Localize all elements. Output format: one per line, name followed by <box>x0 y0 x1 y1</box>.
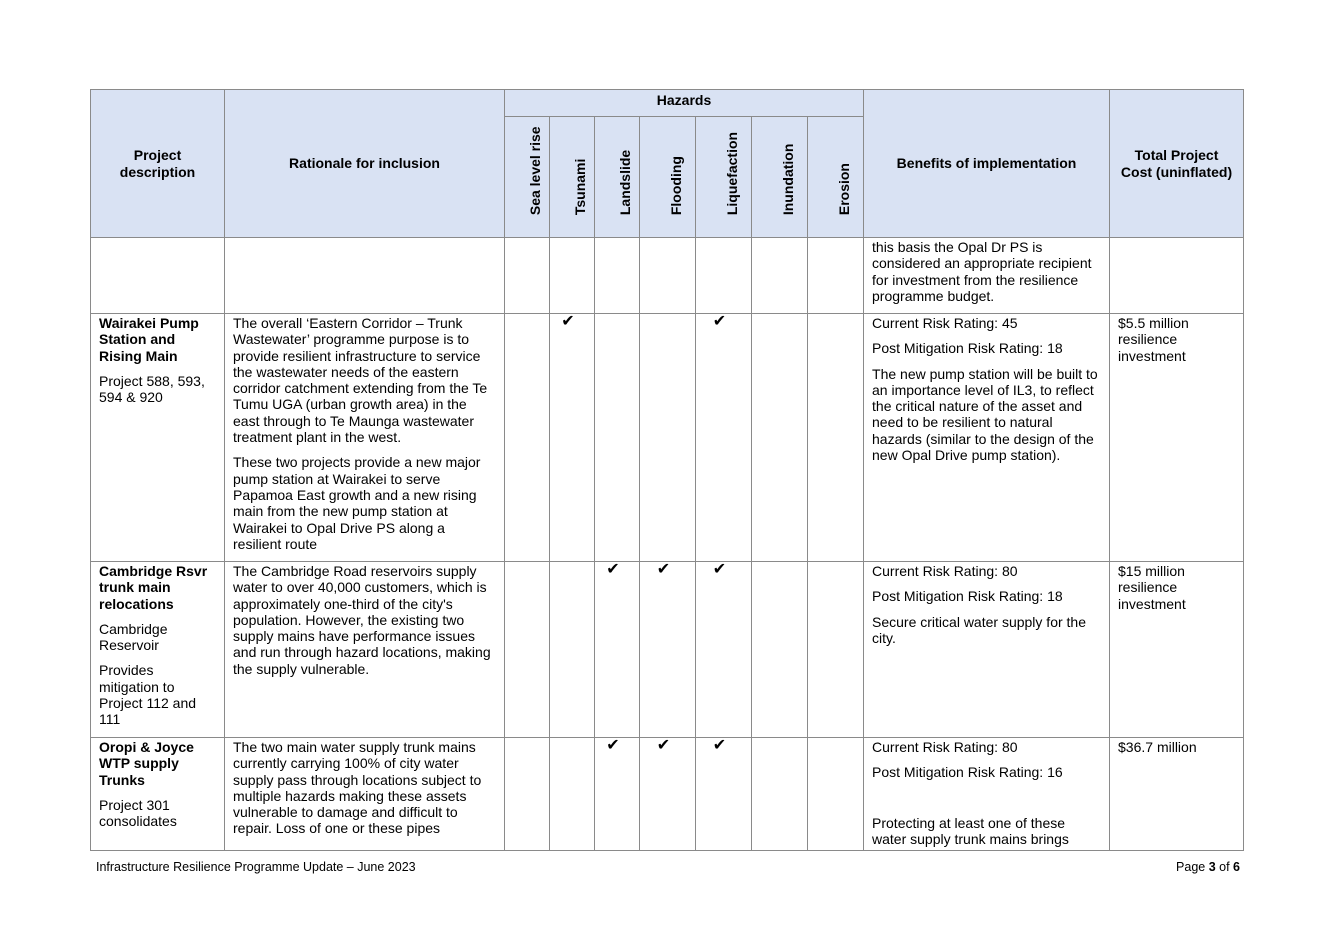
check-mark-icon: ✔ <box>606 737 620 754</box>
cost-value: $5.5 million resilience investment <box>1118 315 1189 364</box>
page-number <box>1176 860 1240 874</box>
hazard-cell <box>752 562 808 738</box>
cell-benefits <box>864 562 1110 738</box>
cost-value: $15 million resilience investment <box>1118 563 1186 612</box>
footer-title: Infrastructure Resilience Programme Update – June 2023 <box>96 860 416 874</box>
table-row <box>91 562 1244 738</box>
check-mark-icon: ✔ <box>712 561 727 578</box>
hazard-cell <box>752 738 808 851</box>
hazard-cell <box>505 314 550 562</box>
header-hazard-tsunami <box>550 117 595 238</box>
cost-value: $36.7 million <box>1118 739 1197 755</box>
check-mark-icon: ✔ <box>606 561 620 578</box>
cell-cost <box>1110 314 1244 562</box>
check-mark-icon: ✔ <box>656 737 671 754</box>
hazard-cell <box>696 562 752 738</box>
header-cost: Total Project Cost (uninflated) <box>1110 90 1244 238</box>
page-prefix: Page <box>1176 860 1209 874</box>
cell-description <box>91 562 225 738</box>
header-benefits: Benefits of implementation <box>864 90 1110 238</box>
hazard-cell <box>752 238 808 314</box>
cell-description <box>91 238 225 314</box>
hazard-cell <box>808 314 864 562</box>
hazard-label: Landslide <box>616 149 633 215</box>
hazard-cell <box>808 238 864 314</box>
header-rationale: Rationale for inclusion <box>225 90 505 238</box>
header-hazard-flooding <box>640 117 696 238</box>
hazard-cell <box>505 562 550 738</box>
cell-benefits-paragraph: Secure critical water supply for the city. <box>872 613 1086 646</box>
cell-benefits-paragraph: Current Risk Rating: 80 <box>872 739 1018 755</box>
resilience-programme-table <box>90 89 1244 851</box>
cell-rationale <box>225 314 505 562</box>
hazard-cell <box>550 562 595 738</box>
hazard-cell <box>505 738 550 851</box>
cell-description-paragraph: Cambridge Rsvr trunk main relocations <box>99 563 208 612</box>
cell-cost <box>1110 738 1244 851</box>
table-row <box>91 314 1244 562</box>
hazard-cell <box>696 238 752 314</box>
cell-benefits <box>864 238 1110 314</box>
cell-rationale <box>225 738 505 851</box>
hazard-cell <box>550 314 595 562</box>
cell-benefits-paragraph: Protecting at least one of these water supply trunk mains brings <box>872 814 1069 847</box>
hazard-cell <box>696 738 752 851</box>
header-hazards: Hazards <box>505 90 864 117</box>
cell-benefits-paragraph: Current Risk Rating: 80 <box>872 563 1018 579</box>
cell-rationale <box>225 562 505 738</box>
cell-description-paragraph: Provides mitigation to Project 112 and 111 <box>99 662 197 728</box>
hazard-cell <box>595 562 640 738</box>
hazard-label: Sea level rise <box>526 126 543 215</box>
check-mark-icon: ✔ <box>712 313 727 330</box>
cell-benefits-paragraph <box>872 790 1101 806</box>
cell-benefits-paragraph: Post Mitigation Risk Rating: 18 <box>872 340 1063 357</box>
hazard-label: Liquefaction <box>723 131 740 215</box>
cell-benefits-paragraph: Post Mitigation Risk Rating: 18 <box>872 588 1063 605</box>
cell-description <box>91 738 225 851</box>
cell-description-paragraph: Project 301 consolidates <box>99 796 177 830</box>
hazard-label: Erosion <box>835 162 852 215</box>
cell-description-paragraph: Oropi & Joyce WTP supply Trunks <box>99 739 194 788</box>
hazard-label: Inundation <box>779 143 796 215</box>
hazard-cell <box>595 738 640 851</box>
hazard-cell <box>505 238 550 314</box>
table-row <box>91 238 1244 314</box>
hazard-cell <box>696 314 752 562</box>
hazard-cell <box>640 314 696 562</box>
check-mark-icon: ✔ <box>712 737 727 754</box>
cell-rationale-paragraph: The overall ‘Eastern Corridor – Trunk Wastewater’ programme purpose is to provide resilient infrastructure to service the wastewater needs of the eastern corridor catchment extending from the Te Tumu UGA (urban growth area) in the east through to Te Maunga wastewater treatment plant in the west. <box>233 315 488 446</box>
hazard-cell <box>550 738 595 851</box>
check-mark-icon: ✔ <box>561 313 575 330</box>
hazard-cell <box>595 238 640 314</box>
cell-benefits-paragraph: The new pump station will be built to an importance level of IL3, to reflect the critical nature of the asset and need to be resilient to natural hazards (similar to the design of the new Opal Drive pump station). <box>872 365 1098 464</box>
cell-rationale-paragraph: The two main water supply trunk mains currently carrying 100% of city water supply pass through locations subject to multiple hazards making these assets vulnerable to damage and difficult to repair. Loss of one or these pipes <box>233 739 482 837</box>
page-total: 6 <box>1233 860 1240 874</box>
hazard-cell <box>640 562 696 738</box>
cell-benefits <box>864 738 1110 851</box>
hazard-label: Tsunami <box>571 158 588 215</box>
hazard-cell <box>752 314 808 562</box>
cell-rationale <box>225 238 505 314</box>
hazard-cell <box>595 314 640 562</box>
cell-cost <box>1110 238 1244 314</box>
header-hazard-inundation <box>752 117 808 238</box>
cell-benefits-paragraph: Post Mitigation Risk Rating: 16 <box>872 764 1063 781</box>
cell-rationale-paragraph: These two projects provide a new major pump station at Wairakei to serve Papamoa East growth and a new rising main from the new pump station at Wairakei to Opal Drive PS along a resilient route <box>233 454 481 552</box>
cell-description-paragraph: Wairakei Pump Station and Rising Main <box>99 315 199 364</box>
cell-benefits-paragraph: this basis the Opal Dr PS is considered an appropriate recipient for investment from the resilience programme budget. <box>872 239 1092 304</box>
check-mark-icon: ✔ <box>656 561 671 578</box>
hazard-cell <box>550 238 595 314</box>
page-mid: of <box>1215 860 1234 874</box>
header-project-description: Project description <box>91 90 225 238</box>
table-body <box>91 238 1244 851</box>
header-hazard-sea-level-rise <box>505 117 550 238</box>
hazard-label: Flooding <box>667 155 684 215</box>
header-hazard-landslide <box>595 117 640 238</box>
cell-description-paragraph: Project 588, 593, 594 & 920 <box>99 372 205 406</box>
page-current: 3 <box>1208 860 1216 874</box>
cell-description <box>91 314 225 562</box>
hazard-cell <box>640 238 696 314</box>
cost-value <box>1110 238 1243 242</box>
hazard-cell <box>808 562 864 738</box>
cell-benefits <box>864 314 1110 562</box>
header-hazard-erosion <box>808 117 864 238</box>
header-hazard-liquefaction <box>696 117 752 238</box>
cell-benefits-paragraph: Current Risk Rating: 45 <box>872 315 1018 331</box>
hazard-cell <box>808 738 864 851</box>
cell-cost <box>1110 562 1244 738</box>
cell-rationale-paragraph: The Cambridge Road reservoirs supply water to over 40,000 customers, which is approximately one-third of the city's population. However, the existing two supply mains have performance issues and run through hazard locations, making the supply vulnerable. <box>233 563 491 677</box>
hazard-cell <box>640 738 696 851</box>
table-row <box>91 738 1244 851</box>
cell-description-paragraph: Cambridge Reservoir <box>99 620 168 654</box>
